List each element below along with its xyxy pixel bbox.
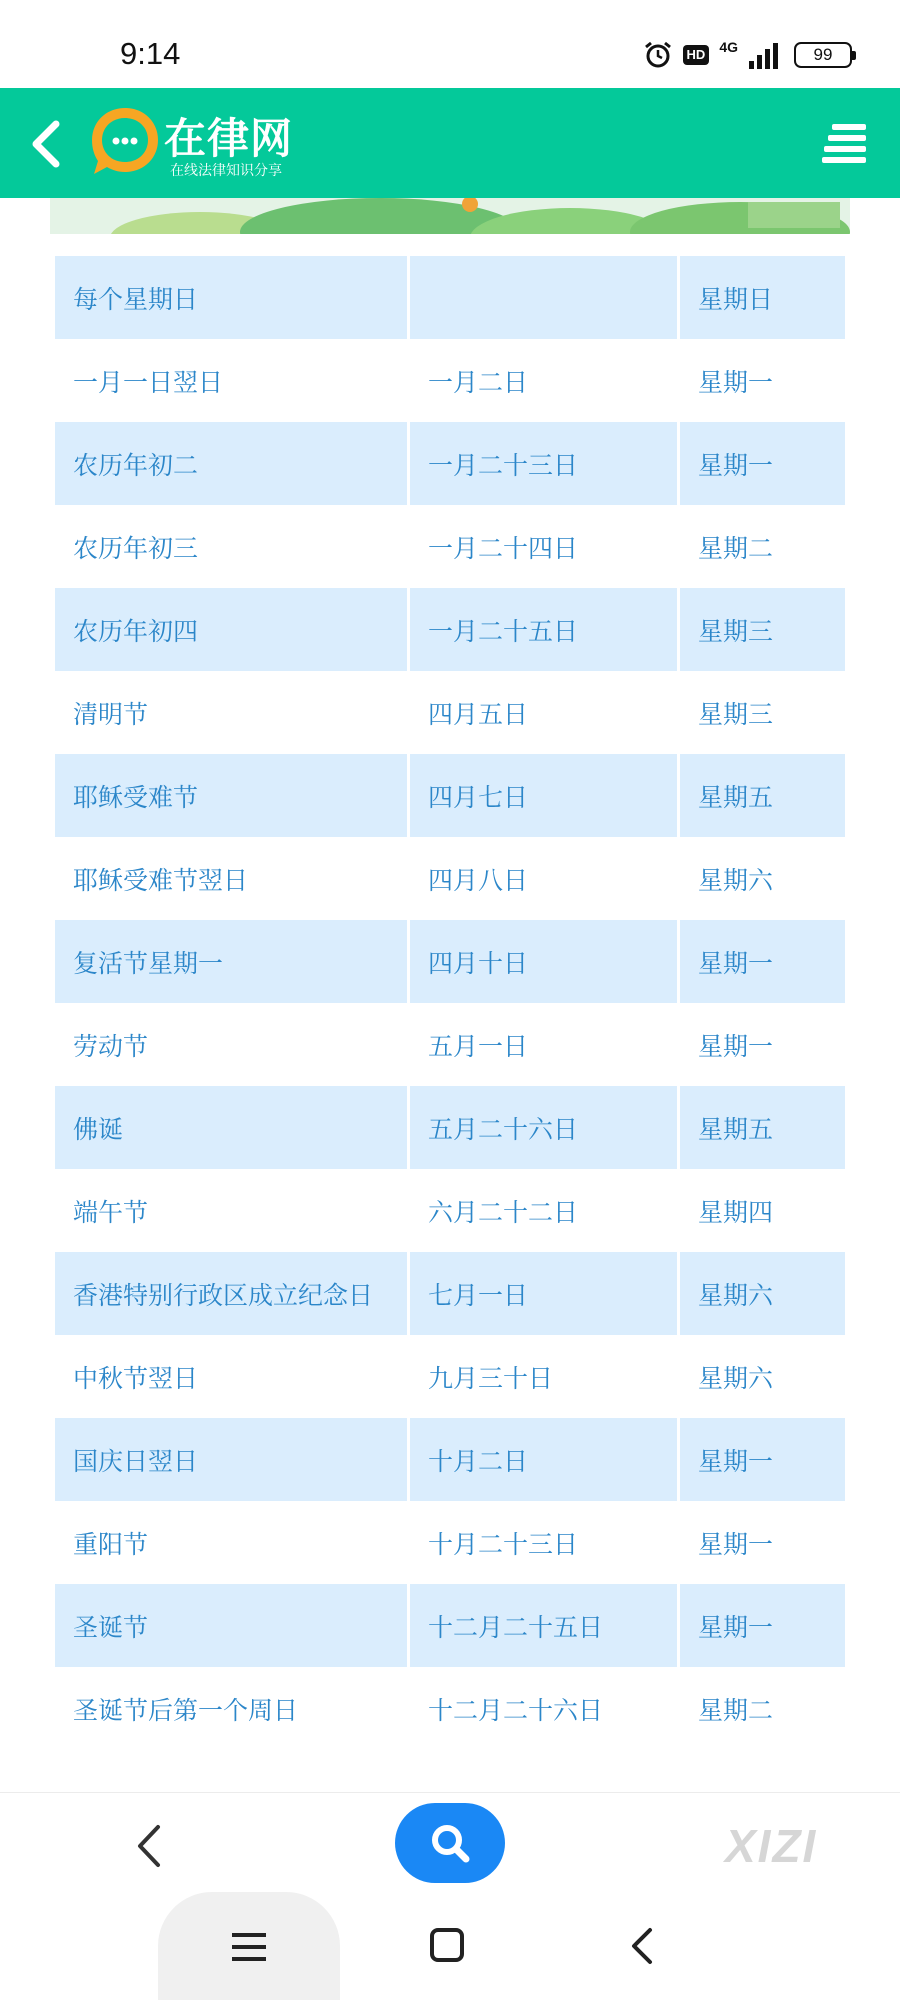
holiday-weekday-cell: 星期四 xyxy=(698,1197,774,1227)
system-navigation-bar xyxy=(0,1892,900,2000)
holiday-name-cell: 复活节星期一 xyxy=(55,920,410,1003)
holiday-name-cell: 每个星期日 xyxy=(55,256,410,339)
holiday-date-cell: 四月十日 xyxy=(410,920,680,1003)
chevron-left-icon xyxy=(22,114,72,174)
watermark-logo: XIZI xyxy=(725,1820,818,1872)
holiday-name-cell: 一月一日翌日 xyxy=(73,367,224,397)
holiday-weekday-cell: 星期一 xyxy=(680,1418,845,1501)
table-row xyxy=(55,256,845,339)
holiday-name-cell: 耶稣受难节翌日 xyxy=(73,865,249,895)
holiday-date-cell: 一月二日 xyxy=(428,367,529,397)
home-button[interactable] xyxy=(428,1926,466,1964)
logo-subtitle: 在线法律知识分享 xyxy=(170,163,282,179)
holiday-name-cell: 端午节 xyxy=(73,1197,149,1227)
holiday-weekday-cell: 星期五 xyxy=(680,1086,845,1169)
holiday-weekday-cell: 星期二 xyxy=(698,1695,774,1725)
site-logo[interactable] xyxy=(88,104,308,184)
table-row xyxy=(55,588,845,671)
holiday-date-cell: 五月一日 xyxy=(428,1031,529,1061)
logo-title: 在律网 xyxy=(164,114,294,163)
holiday-weekday-cell: 星期一 xyxy=(698,367,774,397)
browser-bottom-bar xyxy=(0,1792,900,1892)
battery-level: 99 xyxy=(813,45,833,64)
holiday-weekday-cell: 星期三 xyxy=(698,699,774,729)
holiday-date-cell: 七月一日 xyxy=(410,1252,680,1335)
table-row xyxy=(55,1667,845,1750)
table-row xyxy=(55,1252,845,1335)
holiday-weekday-cell: 星期六 xyxy=(698,865,774,895)
holiday-name-cell: 耶稣受难节 xyxy=(55,754,410,837)
holiday-weekday-cell: 星期一 xyxy=(680,422,845,505)
holiday-date-cell: 四月五日 xyxy=(428,699,529,729)
table-row xyxy=(55,1003,845,1086)
recents-button[interactable] xyxy=(230,1930,270,1964)
holiday-name-cell: 佛诞 xyxy=(55,1086,410,1169)
holiday-weekday-cell: 星期六 xyxy=(698,1363,774,1393)
holiday-weekday-cell: 星期五 xyxy=(680,754,845,837)
chevron-left-icon xyxy=(130,1821,170,1871)
battery-icon xyxy=(794,42,852,68)
holiday-date-cell: 十二月二十六日 xyxy=(428,1695,604,1725)
network-type: 4G xyxy=(719,39,738,55)
table-row xyxy=(55,1584,845,1667)
holiday-name-cell: 重阳节 xyxy=(73,1529,149,1559)
holiday-weekday-cell: 星期一 xyxy=(698,1529,774,1559)
site-header xyxy=(0,88,900,198)
holiday-name-cell: 劳动节 xyxy=(73,1031,149,1061)
holiday-name-cell: 中秋节翌日 xyxy=(73,1363,199,1393)
holiday-weekday-cell: 星期一 xyxy=(680,920,845,1003)
holiday-name-cell: 圣诞节后第一个周日 xyxy=(73,1695,299,1725)
holiday-date-cell: 一月二十三日 xyxy=(410,422,680,505)
holiday-weekday-cell: 星期六 xyxy=(680,1252,845,1335)
table-row xyxy=(55,1418,845,1501)
holiday-date-cell: 一月二十四日 xyxy=(428,533,579,563)
holiday-date-cell: 四月七日 xyxy=(410,754,680,837)
holiday-date-cell: 九月三十日 xyxy=(428,1363,554,1393)
header-back-button[interactable] xyxy=(22,114,72,174)
menu-lines-icon xyxy=(820,118,870,168)
holiday-weekday-cell: 星期日 xyxy=(680,256,845,339)
holiday-name-cell: 农历年初四 xyxy=(55,588,410,671)
banner-image xyxy=(50,198,850,234)
alarm-icon xyxy=(643,40,673,70)
holiday-name-cell: 国庆日翌日 xyxy=(55,1418,410,1501)
holiday-date-cell xyxy=(410,256,680,339)
browser-back-button[interactable] xyxy=(130,1821,170,1871)
speech-bubble-logo-icon xyxy=(88,104,162,178)
hd-badge: HD xyxy=(683,45,710,65)
table-row xyxy=(55,1335,845,1418)
holiday-date-cell: 四月八日 xyxy=(428,865,529,895)
hamburger-icon xyxy=(230,1930,270,1964)
search-button[interactable] xyxy=(395,1803,505,1883)
table-row xyxy=(55,1501,845,1584)
holiday-date-cell: 十月二十三日 xyxy=(428,1529,579,1559)
square-icon xyxy=(428,1926,466,1964)
holiday-table-body xyxy=(55,256,845,1750)
table-row xyxy=(55,505,845,588)
holiday-table xyxy=(55,256,845,1750)
table-row xyxy=(55,837,845,920)
holiday-name-cell: 农历年初三 xyxy=(73,533,199,563)
holiday-date-cell: 五月二十六日 xyxy=(410,1086,680,1169)
table-row xyxy=(55,1169,845,1252)
status-icons xyxy=(643,40,852,70)
status-time: 9:14 xyxy=(120,36,181,71)
holiday-name-cell: 清明节 xyxy=(73,699,149,729)
search-icon xyxy=(428,1821,472,1865)
chevron-left-icon xyxy=(628,1926,658,1966)
holiday-date-cell: 六月二十二日 xyxy=(428,1197,579,1227)
header-menu-button[interactable] xyxy=(820,118,870,168)
holiday-date-cell: 十月二日 xyxy=(410,1418,680,1501)
table-row xyxy=(55,339,845,422)
signal-icon xyxy=(748,41,784,69)
holiday-name-cell: 农历年初二 xyxy=(55,422,410,505)
table-row xyxy=(55,1086,845,1169)
table-row xyxy=(55,754,845,837)
holiday-name-cell: 香港特别行政区成立纪念日 xyxy=(55,1252,410,1335)
holiday-weekday-cell: 星期三 xyxy=(680,588,845,671)
holiday-weekday-cell: 星期二 xyxy=(698,533,774,563)
holiday-name-cell: 圣诞节 xyxy=(55,1584,410,1667)
table-row xyxy=(55,422,845,505)
holiday-date-cell: 十二月二十五日 xyxy=(410,1584,680,1667)
system-back-button[interactable] xyxy=(628,1926,658,1966)
holiday-weekday-cell: 星期一 xyxy=(698,1031,774,1061)
holiday-weekday-cell: 星期一 xyxy=(680,1584,845,1667)
status-bar xyxy=(0,0,900,88)
table-row xyxy=(55,920,845,1003)
banner-hills-illustration xyxy=(50,198,850,234)
table-row xyxy=(55,671,845,754)
holiday-date-cell: 一月二十五日 xyxy=(410,588,680,671)
